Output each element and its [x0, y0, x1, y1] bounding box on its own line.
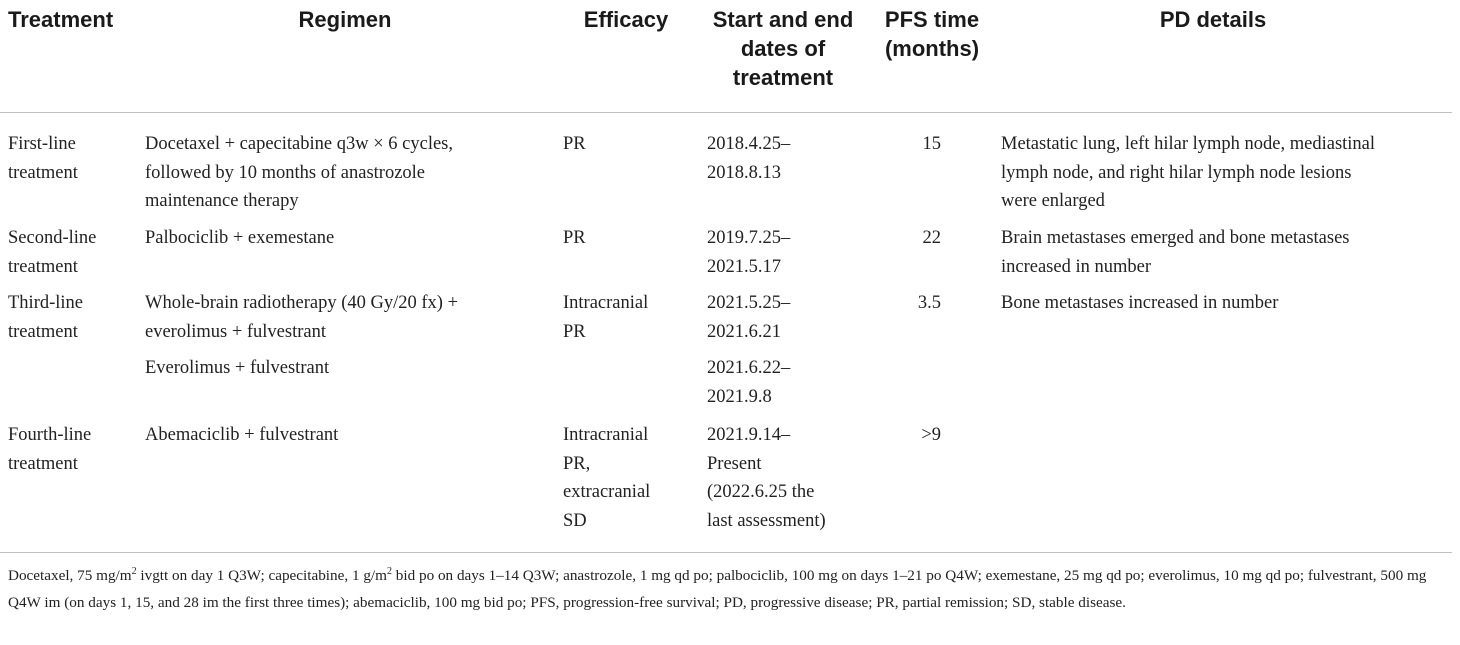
cell-pfs: >9 [921, 425, 941, 445]
cell-pfs: 3.5 [917, 293, 941, 313]
cell-efficacy: Intracranial PR [563, 293, 649, 342]
cell-efficacy: PR [563, 134, 586, 154]
cell-pfs: 15 [922, 134, 941, 154]
footer-divider [0, 552, 1452, 553]
cell-regimen: Whole-brain radiotherapy (40 Gy/20 fx) + everolimus + fulvestrant [145, 293, 459, 342]
cell-dates: 2019.7.25– 2021.5.17 [707, 228, 791, 277]
header-divider [0, 112, 1452, 113]
cell-treatment: Third-line treatment [8, 293, 84, 342]
cell-regimen: Palbociclib + exemestane [145, 228, 335, 248]
header-pd-details: PD details [1159, 7, 1267, 32]
header-efficacy: Efficacy [583, 7, 669, 32]
header-dates [698, 5, 868, 92]
header-treatment: Treatment [8, 7, 114, 32]
cell-treatment: Second-line treatment [8, 228, 97, 277]
cell-pd-details: Metastatic lung, left hilar lymph node, mediastinal lymph node, and right hilar lymph node lesions were enlarged [1001, 134, 1376, 211]
table-footnote: Docetaxel, 75 $mg/m^2$ ivgtt on day 1 Q3W; capecitabine, 1 $g/m^2$ bid po on days 1–14 Q3W; anastrozole, 1 mg qd po; palbociclib, 100 mg on days 1–21 po Q4W; exemestane, 25 mg qd po; everolimus, 10 mg qd po; fulvestrant, 500 mg Q4W im (on days 1, 15, and 28 im the first three times); abemaciclib, 100 mg bid po; PFS, progression-free survival; PD, progressive disease; PR, partial remission; SD, stable disease. [8, 566, 1427, 611]
cell-dates: 2021.5.25– 2021.6.21 [707, 293, 791, 342]
cell-regimen: Everolimus + fulvestrant [145, 358, 330, 378]
cell-regimen: Docetaxel + capecitabine q3w × 6 cycles, followed by 10 months of anastrozole maintenance therapy [145, 134, 453, 211]
cell-pd-details: Brain metastases emerged and bone metastases increased in number [1001, 228, 1350, 277]
cell-regimen: Abemaciclib + fulvestrant [145, 425, 339, 445]
header-pfs [873, 5, 991, 63]
cell-pd-details: Bone metastases increased in number [1001, 293, 1279, 313]
cell-dates: 2018.4.25– 2018.8.13 [707, 134, 791, 183]
cell-efficacy: Intracranial PR, extracranial SD [563, 425, 651, 531]
cell-dates: 2021.6.22– 2021.9.8 [707, 358, 791, 407]
header-pfs-line: PFS time [884, 7, 980, 32]
header-dates-line: dates of [740, 36, 826, 61]
cell-treatment: Fourth-line treatment [8, 425, 92, 474]
cell-pfs: 22 [922, 228, 941, 248]
header-pfs-line: (months) [884, 36, 980, 61]
cell-efficacy: PR [563, 228, 586, 248]
header-dates-line: treatment [732, 65, 834, 90]
cell-treatment: First-line treatment [8, 134, 78, 183]
cell-dates: 2021.9.14– Present (2022.6.25 the last assessment) [707, 425, 826, 531]
header-dates-line: Start and end [712, 7, 854, 32]
header-regimen: Regimen [298, 7, 392, 32]
